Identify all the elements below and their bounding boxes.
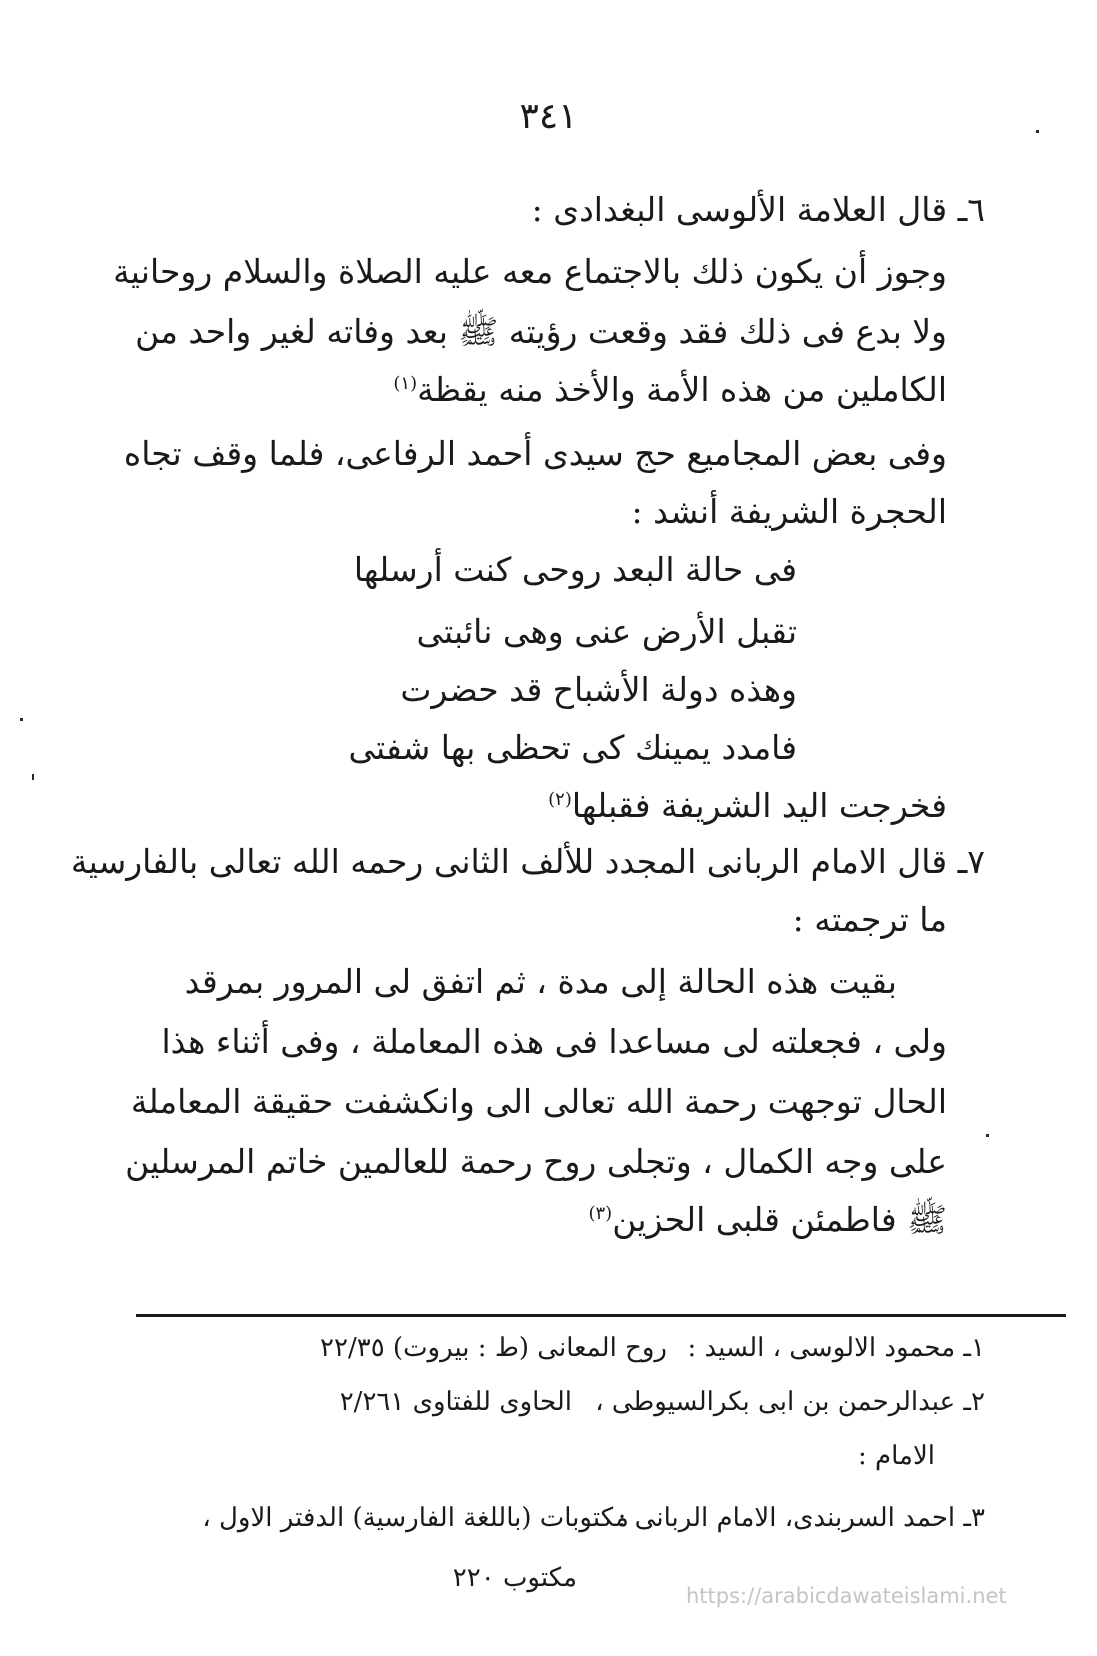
body-line-text: فخرجت اليد الشريفة فقبلها — [571, 786, 947, 825]
quote-line: بقيت هذه الحالة إلى مدة ، ثم اتفق لى المرور بمرقد — [184, 962, 897, 1001]
scan-speck — [1036, 130, 1039, 133]
footnote-2-continuation: الامام : — [857, 1441, 935, 1471]
item-6-heading: ٦ـ قال العلامة الألوسى البغدادى : — [531, 190, 985, 229]
verse-line-4: فامدد يمينك كى تحظى بها شفتى — [348, 728, 797, 767]
scan-speck — [20, 718, 23, 721]
footnote-ref-2: (٢) — [548, 789, 572, 810]
verse-line-1: فى حالة البعد روحى كنت أرسلها — [353, 550, 797, 589]
body-line — [548, 784, 947, 828]
body-line-text: الكاملين من هذه الأمة والأخذ منه يقظة — [417, 370, 947, 409]
body-line: ما ترجمته : — [792, 900, 947, 939]
footnote-ref-1: (١) — [393, 373, 418, 394]
footnote-2-author: ٢ـ عبدالرحمن بن ابى بكرالسيوطى ، — [595, 1387, 985, 1417]
watermark-url: https://arabicdawateislami.net — [686, 1584, 1007, 1608]
verse-line-3: وهذه دولة الأشباح قد حضرت — [400, 670, 797, 709]
footnote-1-author: ١ـ محمود الالوسى ، السيد : — [687, 1333, 985, 1363]
footnote-1-source: روح المعانى (ط : بيروت) ٢٢/٣٥ — [320, 1333, 667, 1363]
footnote-3-author: ٣ـ احمد السربندى، الامام الربانى : — [617, 1503, 985, 1533]
footnote-3-continuation: مكتوب ٢٢٠ — [452, 1563, 577, 1593]
page-number: ٣٤١ — [519, 96, 578, 137]
footnote-separator — [136, 1314, 1066, 1317]
body-line — [393, 368, 947, 412]
body-line: الحجرة الشريفة أنشد : — [631, 492, 947, 531]
body-line: وجوز أن يكون ذلك بالاجتماع معه عليه الصلاة والسلام روحانية — [113, 252, 947, 291]
scan-speck — [32, 774, 34, 780]
footnote-3-source: مكتوبات (باللغة الفارسية) الدفتر الاول ، — [202, 1503, 629, 1533]
quote-line: ولى ، فجعلته لى مساعدا فى هذه المعاملة ، وفى أثناء هذا — [161, 1022, 947, 1061]
body-line: وفى بعض المجاميع حج سيدى أحمد الرفاعى، فلما وقف تجاه — [123, 434, 947, 473]
quote-line: الحال توجهت رحمة الله تعالى الى وانكشفت حقيقة المعاملة — [130, 1082, 947, 1121]
quote-line: على وجه الكمال ، وتجلى روح رحمة للعالمين خاتم المرسلين — [125, 1142, 947, 1181]
scan-speck — [986, 1134, 989, 1137]
footnote-2-source: الحاوى للفتاوى ٢/٢٦١ — [339, 1387, 572, 1417]
body-line: ولا بدع فى ذلك فقد وقعت رؤيته ﷺ بعد وفاته لغير واحد من — [135, 312, 947, 351]
quote-line-text: ﷺ فاطمئن قلبى الحزين — [612, 1200, 947, 1239]
item-7-heading: ٧ـ قال الامام الربانى المجدد للألف الثانى رحمه الله تعالى بالفارسية — [70, 842, 985, 881]
verse-line-2: تقبل الأرض عنى وهى نائبتى — [416, 612, 797, 651]
footnote-ref-3: (٣) — [588, 1203, 613, 1224]
quote-line — [588, 1198, 947, 1242]
